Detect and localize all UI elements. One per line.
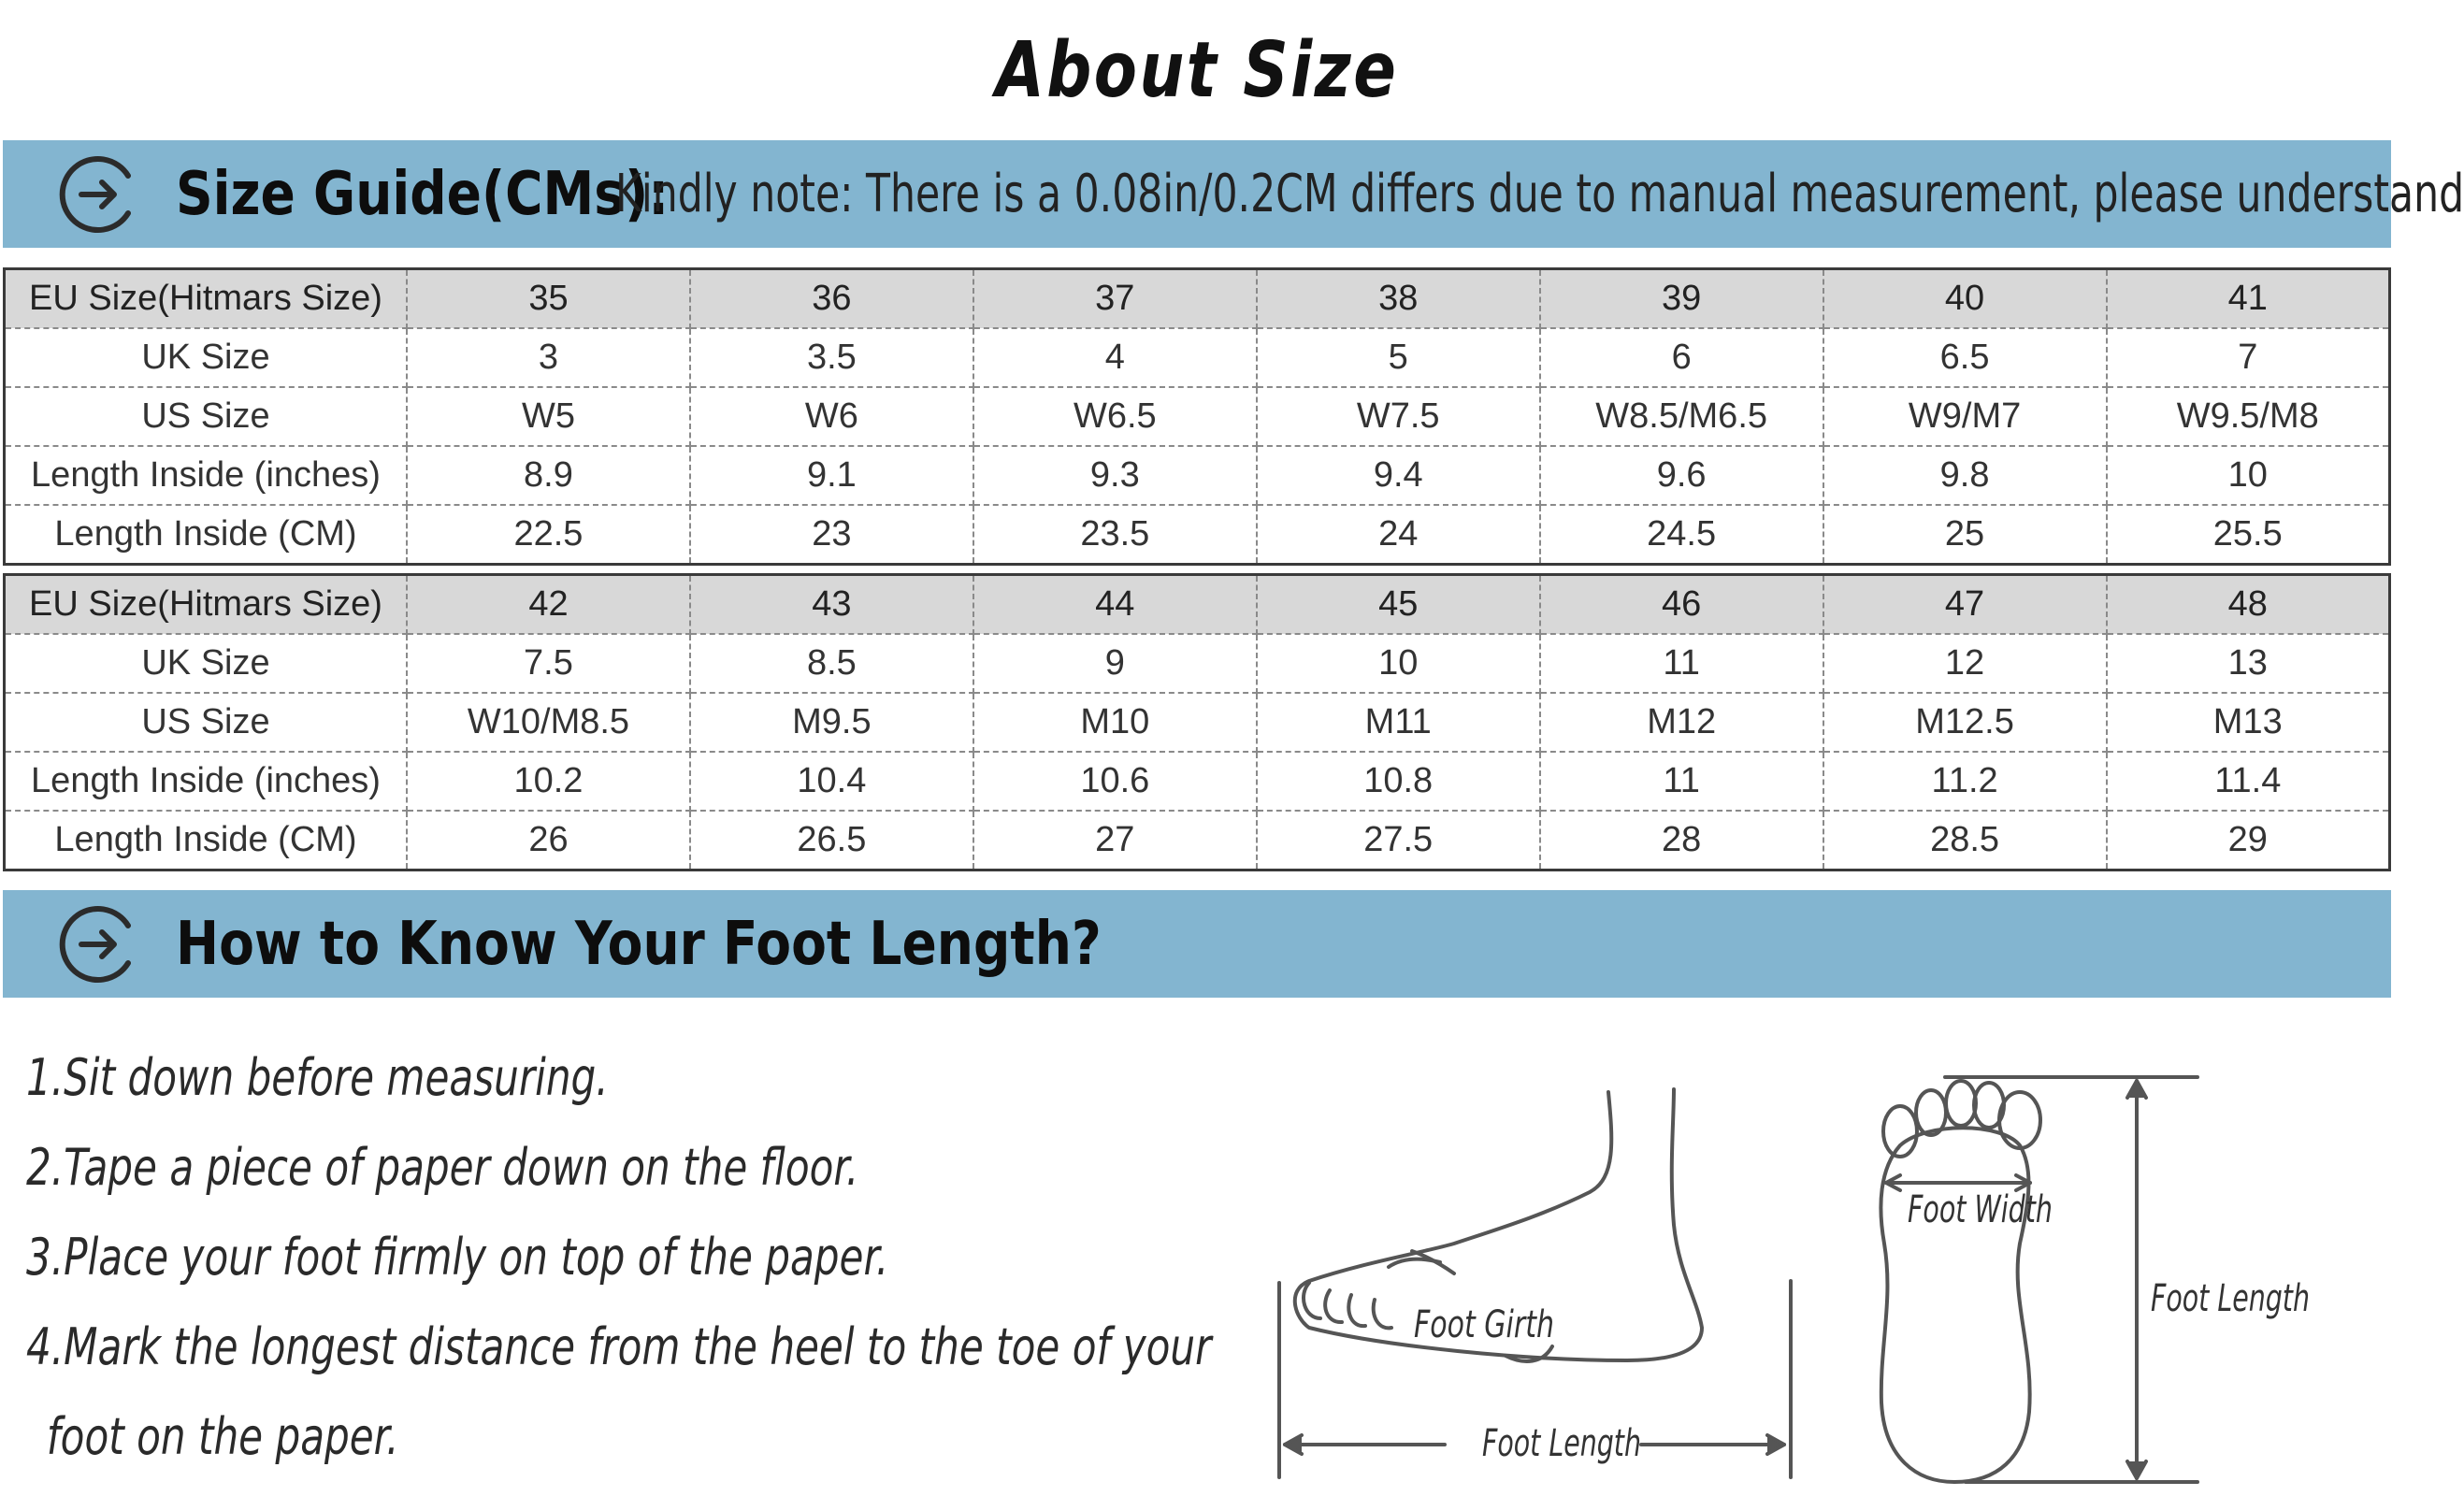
top-foot-length-label: Foot Length — [2151, 1277, 2310, 1320]
table-cell: 47 — [1823, 575, 2107, 635]
step-1: 1.Sit down before measuring. — [26, 1048, 609, 1107]
size-guide-banner — [3, 140, 2464, 248]
table-cell: 44 — [973, 575, 1257, 635]
table-cell: 9.3 — [973, 446, 1257, 505]
table-cell: W7.5 — [1257, 387, 1540, 446]
table-cell: 6.5 — [1823, 328, 2107, 387]
table-row — [5, 269, 2390, 329]
table-row — [5, 446, 2390, 505]
table-cell: 40 — [1823, 269, 2107, 329]
table-row — [5, 752, 2390, 811]
table-row — [5, 575, 2390, 635]
step-3: 3.Place your foot firmly on top of the paper. — [26, 1228, 889, 1287]
table-cell: 26.5 — [690, 811, 973, 870]
side-foot-length-label: Foot Length — [1482, 1422, 1641, 1465]
table-cell: W10/M8.5 — [407, 693, 690, 752]
table-row — [5, 634, 2390, 693]
step-2: 2.Tape a piece of paper down on the floor. — [26, 1138, 859, 1197]
row-label: UK Size — [5, 328, 408, 387]
table-cell: 4 — [973, 328, 1257, 387]
table-cell: 23.5 — [973, 505, 1257, 565]
table-cell: 39 — [1540, 269, 1823, 329]
table-row — [5, 693, 2390, 752]
row-label: Length Inside (CM) — [5, 505, 408, 565]
row-label: Length Inside (CM) — [5, 811, 408, 870]
table-cell: W6.5 — [973, 387, 1257, 446]
table-cell: 27.5 — [1257, 811, 1540, 870]
table-cell: 38 — [1257, 269, 1540, 329]
size-table-2 — [3, 573, 2391, 871]
table-cell: 24.5 — [1540, 505, 1823, 565]
arrow-circle-icon — [55, 151, 141, 237]
table-cell: 12 — [1823, 634, 2107, 693]
table-cell: 36 — [690, 269, 973, 329]
table-cell: 10.4 — [690, 752, 973, 811]
page-title: About Size — [995, 26, 1399, 115]
table-cell: 24 — [1257, 505, 1540, 565]
table-cell: 6 — [1540, 328, 1823, 387]
table-cell: 3.5 — [690, 328, 973, 387]
measuring-steps — [26, 1033, 1212, 1482]
table-cell: 43 — [690, 575, 973, 635]
table-cell: 22.5 — [407, 505, 690, 565]
table-cell: 27 — [973, 811, 1257, 870]
size-guide-note: Kindly note: There is a 0.08in/0.2CM differs due to manual measurement, please understand — [615, 164, 2464, 224]
row-label: US Size — [5, 693, 408, 752]
size-table-1 — [3, 267, 2391, 566]
table-cell: 23 — [690, 505, 973, 565]
table-row — [5, 505, 2390, 565]
table-cell: M12 — [1540, 693, 1823, 752]
arrow-circle-icon — [55, 901, 141, 987]
table-cell: 10.6 — [973, 752, 1257, 811]
table-cell: 9.6 — [1540, 446, 1823, 505]
row-label: Length Inside (inches) — [5, 752, 408, 811]
table-cell: 28 — [1540, 811, 1823, 870]
table-cell: 45 — [1257, 575, 1540, 635]
table-cell: 10.2 — [407, 752, 690, 811]
table-cell: 25 — [1823, 505, 2107, 565]
table-cell: M9.5 — [690, 693, 973, 752]
table-cell: W9/M7 — [1823, 387, 2107, 446]
table-cell: 11.2 — [1823, 752, 2107, 811]
row-label: UK Size — [5, 634, 408, 693]
table-row — [5, 811, 2390, 870]
foot-diagram — [1272, 1066, 2347, 1491]
size-guide-heading: Size Guide(CMs): — [176, 159, 670, 229]
table-cell: W5 — [407, 387, 690, 446]
table-cell: 37 — [973, 269, 1257, 329]
table-cell: 9.4 — [1257, 446, 1540, 505]
table-cell: M10 — [973, 693, 1257, 752]
foot-length-heading: How to Know Your Foot Length? — [176, 909, 1102, 979]
table-cell: 42 — [407, 575, 690, 635]
row-label: US Size — [5, 387, 408, 446]
table-cell: 10 — [1257, 634, 1540, 693]
side-foot-outline-icon — [1279, 1089, 1791, 1477]
table-cell: 25.5 — [2212, 514, 2283, 554]
table-cell: M12.5 — [1823, 693, 2107, 752]
table-cell: 41 — [2107, 269, 2390, 329]
table-cell: 7 — [2107, 328, 2390, 387]
table-cell: 11 — [1540, 752, 1823, 811]
foot-length-banner — [3, 890, 2391, 998]
table-cell: 46 — [1540, 575, 1823, 635]
table-cell: 8.9 — [407, 446, 690, 505]
table-cell: 10 — [2107, 446, 2390, 505]
table-cell: 35 — [407, 269, 690, 329]
table-cell: 3 — [407, 328, 690, 387]
table-cell: 26 — [407, 811, 690, 870]
table-cell: 29 — [2227, 820, 2268, 859]
table-cell: M11 — [1257, 693, 1540, 752]
table-cell: 48 — [2107, 575, 2390, 635]
table-cell: 9.1 — [690, 446, 973, 505]
row-label: EU Size(Hitmars Size) — [5, 269, 408, 329]
table-cell: 9.8 — [1823, 446, 2107, 505]
table-cell: 10.8 — [1257, 752, 1540, 811]
table-cell: 11.4 — [2107, 752, 2390, 811]
row-label: EU Size(Hitmars Size) — [5, 575, 408, 635]
table-cell: 7.5 — [407, 634, 690, 693]
table-cell: 8.5 — [690, 634, 973, 693]
table-cell: 11 — [1540, 634, 1823, 693]
foot-girth-label: Foot Girth — [1414, 1303, 1554, 1346]
table-cell: 13 — [2107, 634, 2390, 693]
table-row — [5, 387, 2390, 446]
table-cell: 5 — [1257, 328, 1540, 387]
table-row — [5, 328, 2390, 387]
table-cell: M13 — [2107, 693, 2390, 752]
table-cell: 28.5 — [1823, 811, 2107, 870]
step-4-continued: foot on the paper. — [46, 1407, 399, 1466]
table-cell: W8.5/M6.5 — [1540, 387, 1823, 446]
table-cell: W9.5/M8 — [2107, 387, 2390, 446]
table-cell: W6 — [690, 387, 973, 446]
foot-width-label: Foot Width — [1908, 1188, 2053, 1231]
table-cell: 9 — [973, 634, 1257, 693]
step-4: 4.Mark the longest distance from the heel to the toe of your — [26, 1317, 1212, 1376]
row-label: Length Inside (inches) — [5, 446, 408, 505]
